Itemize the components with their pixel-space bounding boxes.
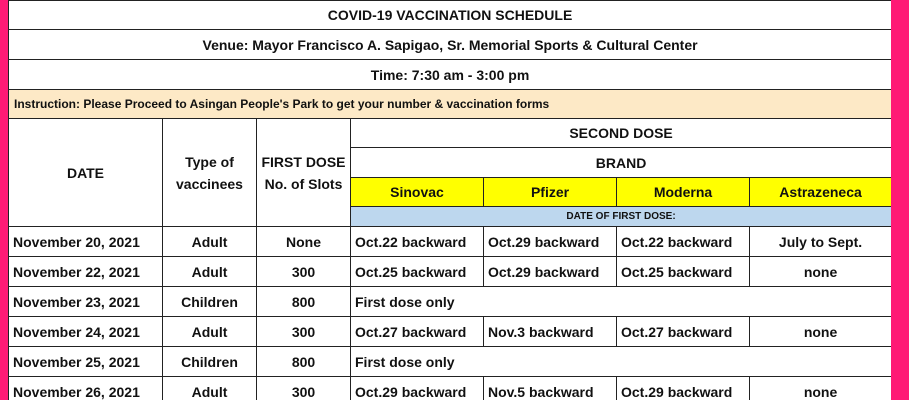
row-sinovac: Oct.29 backward — [351, 377, 484, 400]
first-dose-header-line1: FIRST DOSE — [261, 153, 346, 170]
row-moderna: Oct.27 backward — [617, 317, 750, 347]
row-moderna: Oct.29 backward — [617, 377, 750, 400]
schedule-title: COVID-19 VACCINATION SCHEDULE — [9, 1, 892, 30]
table-row — [9, 347, 892, 377]
second-dose-header: SECOND DOSE — [351, 119, 892, 148]
type-header-line2: vaccinees — [176, 175, 243, 192]
row-type: Adult — [163, 227, 257, 257]
row-type: Adult — [163, 317, 257, 347]
date-header: DATE — [9, 119, 163, 227]
table-row — [9, 227, 892, 257]
row-note: First dose only — [351, 287, 892, 317]
row-pfizer: Nov.3 backward — [484, 317, 617, 347]
brand-moderna: Moderna — [617, 178, 750, 207]
brand-astrazeneca: Astrazeneca — [750, 178, 892, 207]
schedule-sheet — [8, 0, 891, 400]
brand-header: BRAND — [351, 148, 892, 178]
row-date: November 25, 2021 — [9, 347, 163, 377]
row-slots: 800 — [257, 287, 351, 317]
row-pfizer: Oct.29 backward — [484, 257, 617, 287]
row-slots: None — [257, 227, 351, 257]
row-astrazeneca: July to Sept. — [750, 227, 892, 257]
table-row — [9, 287, 892, 317]
row-sinovac: Oct.22 backward — [351, 227, 484, 257]
time-text: Time: 7:30 am - 3:00 pm — [9, 60, 892, 90]
row-date: November 23, 2021 — [9, 287, 163, 317]
first-dose-header-line2: No. of Slots — [264, 175, 343, 192]
row-date: November 24, 2021 — [9, 317, 163, 347]
row-pfizer: Oct.29 backward — [484, 227, 617, 257]
row-astrazeneca: none — [750, 377, 892, 400]
row-pfizer: Nov.5 backward — [484, 377, 617, 400]
instruction-text: Instruction: Please Proceed to Asingan People's Park to get your number & vaccination forms — [9, 90, 892, 119]
venue-text: Venue: Mayor Francisco A. Sapigao, Sr. Memorial Sports & Cultural Center — [9, 30, 892, 60]
row-sinovac: Oct.27 backward — [351, 317, 484, 347]
row-date: November 20, 2021 — [9, 227, 163, 257]
date-of-first-dose-header: DATE OF FIRST DOSE: — [351, 207, 892, 227]
row-type: Children — [163, 287, 257, 317]
row-slots: 300 — [257, 257, 351, 287]
type-header — [163, 119, 257, 227]
row-astrazeneca: none — [750, 257, 892, 287]
row-note: First dose only — [351, 347, 892, 377]
type-header-line1: Type of — [185, 153, 234, 170]
schedule-table — [8, 0, 891, 400]
row-moderna: Oct.22 backward — [617, 227, 750, 257]
row-astrazeneca: none — [750, 317, 892, 347]
brand-sinovac: Sinovac — [351, 178, 484, 207]
row-sinovac: Oct.25 backward — [351, 257, 484, 287]
brand-pfizer: Pfizer — [484, 178, 617, 207]
table-row — [9, 317, 892, 347]
row-slots: 800 — [257, 347, 351, 377]
row-date: November 22, 2021 — [9, 257, 163, 287]
row-moderna: Oct.25 backward — [617, 257, 750, 287]
row-type: Adult — [163, 257, 257, 287]
row-type: Adult — [163, 377, 257, 400]
row-slots: 300 — [257, 377, 351, 400]
first-dose-header — [257, 119, 351, 227]
row-type: Children — [163, 347, 257, 377]
table-row — [9, 377, 892, 400]
row-date: November 26, 2021 — [9, 377, 163, 400]
row-slots: 300 — [257, 317, 351, 347]
table-row — [9, 257, 892, 287]
